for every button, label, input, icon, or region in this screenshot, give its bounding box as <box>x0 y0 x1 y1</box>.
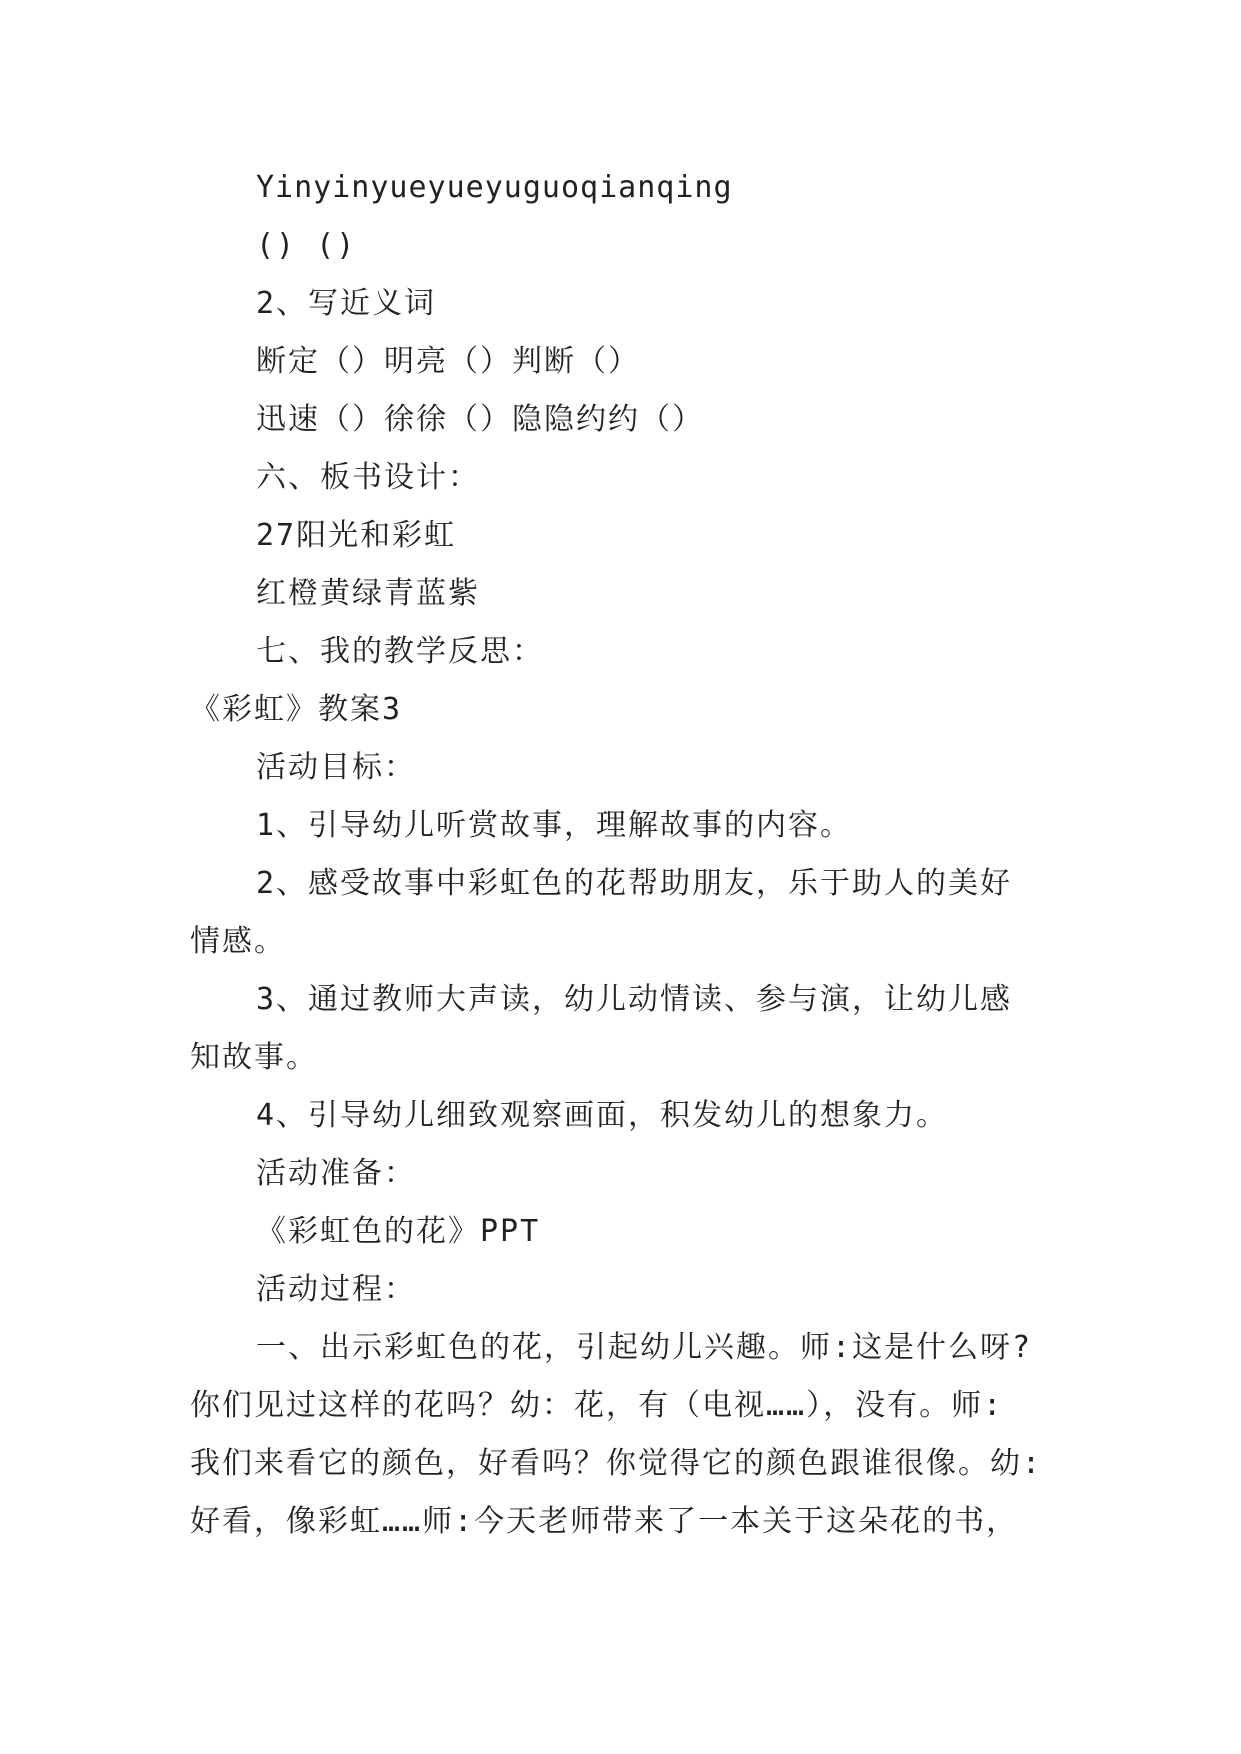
section-heading-reflection: 七、我的教学反思： <box>256 634 544 669</box>
section-heading-board-design: 六、板书设计： <box>256 460 480 495</box>
synonym-exercise-line: 迅速（）徐徐（）隐隐约约（） <box>256 402 704 437</box>
section-heading-preparation: 活动准备： <box>256 1156 416 1191</box>
board-colors-line: 红橙黄绿青蓝紫 <box>256 576 480 611</box>
preparation-item: 《彩虹色的花》PPT <box>256 1214 541 1249</box>
objective-item: 1、引导幼儿听赏故事，理解故事的内容。 <box>256 808 853 843</box>
section-heading-synonyms: 2、写近义词 <box>256 286 437 321</box>
section-heading-process: 活动过程： <box>256 1272 416 1307</box>
process-paragraph-line: 我们来看它的颜色，好看吗？你觉得它的颜色跟谁很像。幼: <box>190 1446 1043 1481</box>
objective-item-continuation: 知故事。 <box>190 1040 318 1075</box>
process-paragraph-line: 你们见过这样的花吗？幼：花，有（电视……），没有。师: <box>190 1388 1004 1423</box>
objective-item: 4、引导幼儿细致观察画面，积发幼儿的想象力。 <box>256 1098 949 1133</box>
section-heading-objectives: 活动目标： <box>256 750 416 785</box>
process-paragraph-line: 好看，像彩虹……师:今天老师带来了一本关于这朵花的书， <box>190 1504 1019 1539</box>
lesson-plan-title: 《彩虹》教案3 <box>190 692 403 727</box>
board-title-line: 27阳光和彩虹 <box>256 518 457 553</box>
objective-item: 2、感受故事中彩虹色的花帮助朋友，乐于助人的美好 <box>256 866 1013 901</box>
synonym-exercise-line: 断定（）明亮（）判断（） <box>256 344 640 379</box>
process-paragraph-line: 一、出示彩虹色的花，引起幼儿兴趣。师:这是什么呀? <box>256 1330 1033 1365</box>
blank-brackets-line: () () <box>256 228 357 263</box>
objective-item: 3、通过教师大声读，幼儿动情读、参与演，让幼儿感 <box>256 982 1013 1017</box>
objective-item-continuation: 情感。 <box>190 924 286 959</box>
pinyin-line: Yinyinyueyueyuguoqianqing <box>256 170 733 205</box>
